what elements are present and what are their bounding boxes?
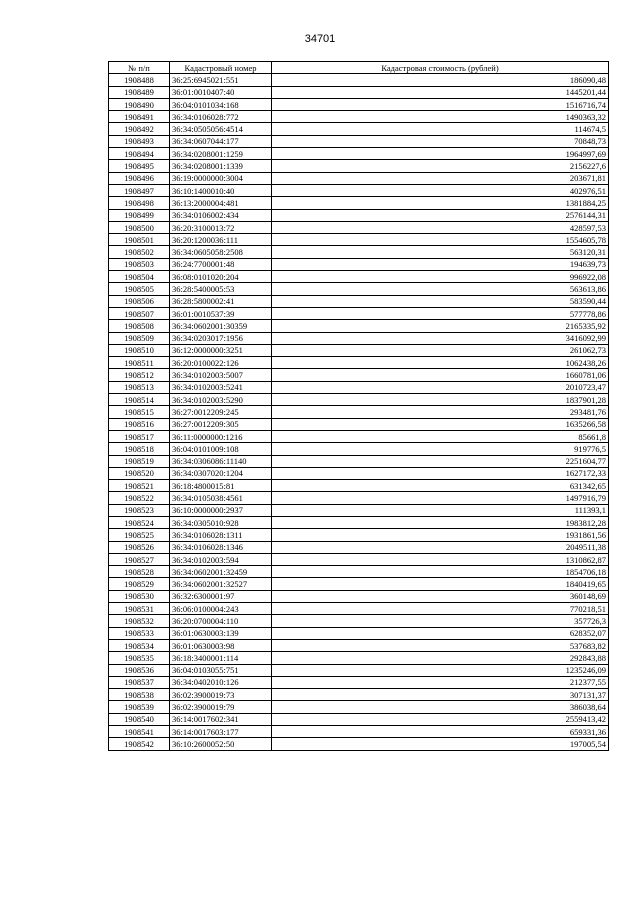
cadastral-number-cell: 36:34:0106028:772 [170,111,272,123]
row-index-cell: 1908519 [109,455,170,467]
cadastral-value-cell: 1627172,33 [272,467,609,479]
table-row [109,726,609,738]
cadastral-value-cell: 194639,73 [272,258,609,270]
row-index-cell: 1908526 [109,541,170,553]
table-row [109,615,609,627]
row-index-cell: 1908502 [109,246,170,258]
table-row [109,713,609,725]
table-row [109,123,609,135]
cadastral-number-cell: 36:11:0000000:1216 [170,430,272,442]
table-row [109,467,609,479]
row-index-cell: 1908495 [109,160,170,172]
cadastral-number-cell: 36:34:0306086:11140 [170,455,272,467]
cadastral-value-cell: 628352,07 [272,627,609,639]
cadastral-number-cell: 36:02:3900019:73 [170,689,272,701]
cadastral-number-cell: 36:34:0208001:1339 [170,160,272,172]
cadastral-value-cell: 428597,53 [272,221,609,233]
cadastral-number-cell: 36:34:0307020:1204 [170,467,272,479]
cadastral-number-cell: 36:01:0630003:139 [170,627,272,639]
table-row [109,271,609,283]
table-row [109,74,609,86]
cadastral-number-cell: 36:20:3100013:72 [170,221,272,233]
table-body [109,74,609,750]
row-index-cell: 1908521 [109,480,170,492]
table-row [109,381,609,393]
cadastral-value-cell: 293481,76 [272,406,609,418]
cadastral-number-cell: 36:34:0602001:32459 [170,566,272,578]
cadastral-value-cell: 1840419,65 [272,578,609,590]
table-header-row [109,62,609,74]
row-index-cell: 1908516 [109,418,170,430]
cadastral-number-cell: 36:18:4800015:81 [170,480,272,492]
table-row [109,394,609,406]
table-row [109,98,609,110]
table-row [109,516,609,528]
cadastral-value-cell: 2010723,47 [272,381,609,393]
column-header-cadastral-number: Кадастровый номер [170,62,272,74]
row-index-cell: 1908506 [109,295,170,307]
table-row [109,332,609,344]
cadastral-value-cell: 583590,44 [272,295,609,307]
row-index-cell: 1908522 [109,492,170,504]
table-row [109,86,609,98]
cadastral-number-cell: 36:10:1400010:40 [170,184,272,196]
row-index-cell: 1908517 [109,430,170,442]
cadastral-value-cell: 2049511,38 [272,541,609,553]
cadastral-value-cell: 1516716,74 [272,98,609,110]
table-row [109,603,609,615]
cadastral-value-cell: 1635266,58 [272,418,609,430]
cadastral-value-cell: 2156227,6 [272,160,609,172]
table-row [109,418,609,430]
cadastral-number-cell: 36:34:0208001:1259 [170,148,272,160]
row-index-cell: 1908535 [109,652,170,664]
table-row [109,160,609,172]
table-row [109,320,609,332]
table-row [109,639,609,651]
cadastral-number-cell: 36:34:0305010:928 [170,516,272,528]
cadastral-number-cell: 36:34:0602001:32527 [170,578,272,590]
cadastral-value-cell: 2251604,77 [272,455,609,467]
table-row [109,578,609,590]
row-index-cell: 1908497 [109,184,170,196]
column-header-cadastral-value: Кадастровая стоимость (рублей) [272,62,609,74]
cadastral-value-cell: 563120,31 [272,246,609,258]
row-index-cell: 1908525 [109,529,170,541]
page-number: 34701 [304,33,336,45]
table-row [109,111,609,123]
row-index-cell: 1908500 [109,221,170,233]
row-index-cell: 1908515 [109,406,170,418]
row-index-cell: 1908505 [109,283,170,295]
row-index-cell: 1908492 [109,123,170,135]
table-row [109,529,609,541]
cadastral-value-cell: 114674,5 [272,123,609,135]
row-index-cell: 1908514 [109,394,170,406]
row-index-cell: 1908542 [109,738,170,750]
table-row [109,307,609,319]
cadastral-number-cell: 36:02:3900019:79 [170,701,272,713]
cadastral-value-table [108,61,609,751]
table-row [109,553,609,565]
cadastral-number-cell: 36:20:0700004:110 [170,615,272,627]
row-index-cell: 1908523 [109,504,170,516]
table-row [109,172,609,184]
row-index-cell: 1908534 [109,639,170,651]
cadastral-value-cell: 212377,55 [272,676,609,688]
cadastral-number-cell: 36:34:0102003:5290 [170,394,272,406]
cadastral-value-cell: 70848,73 [272,135,609,147]
table-row [109,221,609,233]
row-index-cell: 1908533 [109,627,170,639]
table-row [109,135,609,147]
table-row [109,369,609,381]
cadastral-number-cell: 36:20:0100022:126 [170,357,272,369]
cadastral-number-cell: 36:08:0101020:204 [170,271,272,283]
cadastral-number-cell: 36:34:0102003:5007 [170,369,272,381]
row-index-cell: 1908501 [109,234,170,246]
cadastral-number-cell: 36:25:6945021:551 [170,74,272,86]
row-index-cell: 1908527 [109,553,170,565]
row-index-cell: 1908504 [109,271,170,283]
table-row [109,406,609,418]
table-row [109,197,609,209]
table-row [109,209,609,221]
table-row [109,344,609,356]
row-index-cell: 1908496 [109,172,170,184]
table-row [109,357,609,369]
table-row [109,430,609,442]
table-row [109,652,609,664]
cadastral-value-cell: 360148,69 [272,590,609,602]
cadastral-value-cell: 292843,88 [272,652,609,664]
cadastral-value-cell: 631342,65 [272,480,609,492]
row-index-cell: 1908518 [109,443,170,455]
cadastral-value-cell: 1381884,25 [272,197,609,209]
cadastral-number-cell: 36:18:3400001:114 [170,652,272,664]
row-index-cell: 1908541 [109,726,170,738]
table-row [109,184,609,196]
cadastral-value-cell: 563613,86 [272,283,609,295]
row-index-cell: 1908528 [109,566,170,578]
cadastral-value-cell: 186090,48 [272,74,609,86]
table-row [109,492,609,504]
cadastral-number-cell: 36:34:0607044:177 [170,135,272,147]
row-index-cell: 1908512 [109,369,170,381]
cadastral-value-cell: 659331,36 [272,726,609,738]
cadastral-number-cell: 36:34:0602001:30359 [170,320,272,332]
table-row [109,590,609,602]
cadastral-value-cell: 1554605,78 [272,234,609,246]
cadastral-number-cell: 36:13:2000004:481 [170,197,272,209]
cadastral-value-cell: 1490363,32 [272,111,609,123]
table-row [109,443,609,455]
cadastral-value-cell: 1445201,44 [272,86,609,98]
cadastral-number-cell: 36:34:0102003:5241 [170,381,272,393]
cadastral-number-cell: 36:34:0105038:4561 [170,492,272,504]
table-row [109,664,609,676]
cadastral-value-cell: 2165335,92 [272,320,609,332]
cadastral-number-cell: 36:34:0106028:1311 [170,529,272,541]
cadastral-number-cell: 36:12:0000000:3251 [170,344,272,356]
cadastral-number-cell: 36:28:5800002:41 [170,295,272,307]
cadastral-number-cell: 36:10:0000000:2937 [170,504,272,516]
cadastral-value-cell: 111393,1 [272,504,609,516]
cadastral-number-cell: 36:10:2600052:50 [170,738,272,750]
row-index-cell: 1908539 [109,701,170,713]
row-index-cell: 1908511 [109,357,170,369]
cadastral-number-cell: 36:01:0630003:98 [170,639,272,651]
cadastral-number-cell: 36:28:5400005:53 [170,283,272,295]
cadastral-number-cell: 36:32:6300001:97 [170,590,272,602]
row-index-cell: 1908493 [109,135,170,147]
cadastral-number-cell: 36:04:0103055:751 [170,664,272,676]
cadastral-value-cell: 1964997,69 [272,148,609,160]
row-index-cell: 1908540 [109,713,170,725]
cadastral-value-cell: 1497916,79 [272,492,609,504]
row-index-cell: 1908538 [109,689,170,701]
cadastral-number-cell: 36:04:0101009:108 [170,443,272,455]
cadastral-number-cell: 36:34:0106028:1346 [170,541,272,553]
row-index-cell: 1908536 [109,664,170,676]
table-row [109,148,609,160]
cadastral-number-cell: 36:04:0101034:168 [170,98,272,110]
cadastral-number-cell: 36:34:0102003:594 [170,553,272,565]
table-row [109,541,609,553]
table-row [109,504,609,516]
row-index-cell: 1908490 [109,98,170,110]
cadastral-value-cell: 357726,3 [272,615,609,627]
cadastral-number-cell: 36:34:0106002:434 [170,209,272,221]
cadastral-number-cell: 36:34:0402010:126 [170,676,272,688]
cadastral-value-cell: 1983812,28 [272,516,609,528]
cadastral-value-cell: 1062438,26 [272,357,609,369]
cadastral-number-cell: 36:27:0012209:245 [170,406,272,418]
cadastral-number-cell: 36:14:0017602:341 [170,713,272,725]
table-row [109,676,609,688]
cadastral-value-cell: 197005,54 [272,738,609,750]
cadastral-number-cell: 36:06:0100004:243 [170,603,272,615]
table-row [109,295,609,307]
table-row [109,258,609,270]
cadastral-value-cell: 919776,5 [272,443,609,455]
table-row [109,627,609,639]
cadastral-value-cell: 577778,86 [272,307,609,319]
cadastral-number-cell: 36:01:0010407:40 [170,86,272,98]
cadastral-value-cell: 1837901,28 [272,394,609,406]
row-index-cell: 1908508 [109,320,170,332]
cadastral-number-cell: 36:01:0010537:39 [170,307,272,319]
table-row [109,566,609,578]
cadastral-value-cell: 1310862,87 [272,553,609,565]
cadastral-value-cell: 402976,51 [272,184,609,196]
row-index-cell: 1908489 [109,86,170,98]
row-index-cell: 1908531 [109,603,170,615]
cadastral-value-cell: 386038,64 [272,701,609,713]
row-index-cell: 1908503 [109,258,170,270]
row-index-cell: 1908530 [109,590,170,602]
row-index-cell: 1908529 [109,578,170,590]
cadastral-number-cell: 36:34:0605058:2508 [170,246,272,258]
table-row [109,246,609,258]
row-index-cell: 1908494 [109,148,170,160]
cadastral-value-cell: 1931861,56 [272,529,609,541]
table-row [109,689,609,701]
cadastral-value-cell: 3416092,99 [272,332,609,344]
cadastral-value-cell: 1235246,09 [272,664,609,676]
row-index-cell: 1908498 [109,197,170,209]
cadastral-value-cell: 2576144,31 [272,209,609,221]
row-index-cell: 1908509 [109,332,170,344]
cadastral-value-cell: 307131,37 [272,689,609,701]
cadastral-number-cell: 36:34:0203017:1956 [170,332,272,344]
row-index-cell: 1908520 [109,467,170,479]
cadastral-value-cell: 85661,8 [272,430,609,442]
cadastral-number-cell: 36:27:0012209:305 [170,418,272,430]
table-row [109,701,609,713]
table-row [109,480,609,492]
cadastral-number-cell: 36:14:0017603:177 [170,726,272,738]
row-index-cell: 1908537 [109,676,170,688]
table-row [109,738,609,750]
row-index-cell: 1908532 [109,615,170,627]
row-index-cell: 1908513 [109,381,170,393]
cadastral-number-cell: 36:34:0505056:4514 [170,123,272,135]
cadastral-value-cell: 1660781,06 [272,369,609,381]
cadastral-number-cell: 36:19:0000000:3004 [170,172,272,184]
row-index-cell: 1908499 [109,209,170,221]
cadastral-value-cell: 2559413,42 [272,713,609,725]
cadastral-value-cell: 1854706,18 [272,566,609,578]
cadastral-number-cell: 36:20:1200036:111 [170,234,272,246]
row-index-cell: 1908491 [109,111,170,123]
cadastral-value-cell: 770218,51 [272,603,609,615]
cadastral-value-cell: 203671,81 [272,172,609,184]
cadastral-value-cell: 537683,82 [272,639,609,651]
cadastral-value-cell: 996922,08 [272,271,609,283]
row-index-cell: 1908488 [109,74,170,86]
column-header-index: № п/п [109,62,170,74]
row-index-cell: 1908510 [109,344,170,356]
table-row [109,234,609,246]
cadastral-number-cell: 36:24:7700001:48 [170,258,272,270]
table-row [109,455,609,467]
table-row [109,283,609,295]
cadastral-value-cell: 261062,73 [272,344,609,356]
row-index-cell: 1908507 [109,307,170,319]
row-index-cell: 1908524 [109,516,170,528]
